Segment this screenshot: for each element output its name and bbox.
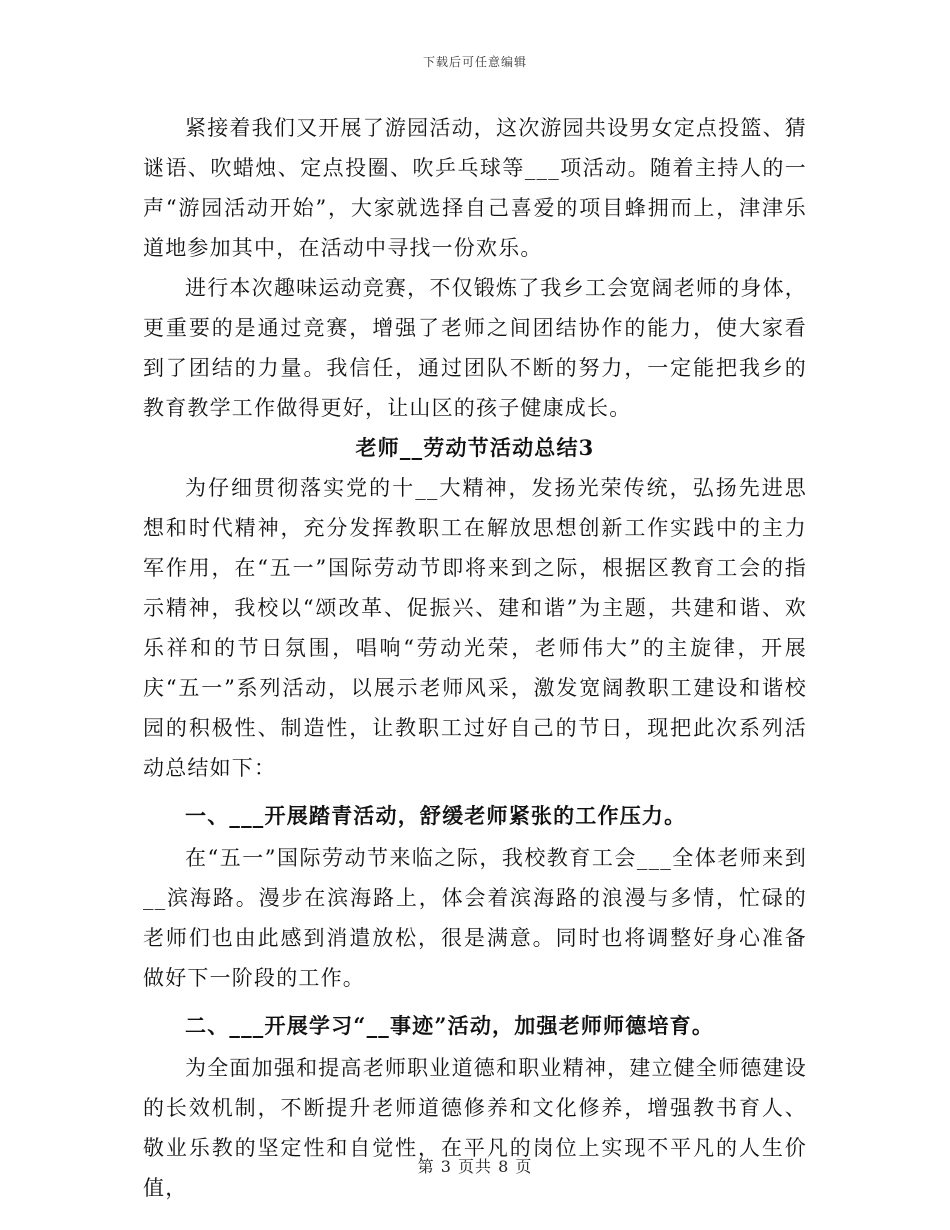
heading-outing-activity: 一、___开展踏青活动，舒缓老师紧张的工作压力。 (185, 803, 687, 828)
paragraph-ethics-details: 为全面加强和提高老师职业道德和职业精神，建立健全师德建设的长效机制，不断提升老师道德修养和文化修养，增强教书育人、敬业乐教的坚定性和自觉性，在平凡的岗位上实现不平凡的人生价值， (143, 1056, 807, 1200)
document-body (143, 108, 807, 1208)
heading-study-activity: 二、___开展学习“__事迹”活动，加强老师师德培育。 (185, 1013, 715, 1038)
page-header-note: 下载后可任意编辑 (422, 55, 527, 69)
paragraph-outing-details: 在“五一”国际劳动节来临之际，我校教育工会___全体老师来到__滨海路。漫步在滨海路上，体会着滨海路的浪漫与多情，忙碌的老师们也由此感到消遣放松，很是满意。同时也将调整好身心准备做好下一阶段的工作。 (143, 846, 807, 990)
section-title: 老师__劳动节活动总结3 (355, 435, 595, 460)
paragraph-introduction: 为仔细贯彻落实党的十__大精神，发扬光荣传统，弘扬先进思想和时代精神，充分发挥教职工在解放思想创新工作实践中的主力军作用，在“五一”国际劳动节即将来到之际，根据区教育工会的指示精神，我校以“颂改革、促振兴、建和谐”为主题，共建和谐、欢乐祥和的节日氛围，唱响“劳动光荣，老师伟大”的主旋律，开展庆“五一”系列活动，以展示老师风采，激发宽阔教职工建设和谐校园的积极性、制造性，让教职工过好自己的节日，现把此次系列活动总结如下： (143, 476, 807, 780)
paragraph-garden-activity: 紧接着我们又开展了游园活动，这次游园共设男女定点投篮、猜谜语、吹蜡烛、定点投圈、吹乒乓球等___项活动。随着主持人的一声“游园活动开始”，大家就选择自己喜爱的项目蜂拥而上，津津乐道地参加其中，在活动中寻找一份欢乐。 (143, 116, 807, 260)
paragraph-competition-summary: 进行本次趣味运动竞赛，不仅锻炼了我乡工会宽阔老师的身体，更重要的是通过竞赛，增强了老师之间团结协作的能力，使大家看到了团结的力量。我信任，通过团队不断的努力，一定能把我乡的教育教学工作做得更好，让山区的孩子健康成长。 (143, 276, 807, 420)
page-number-footer: 第 3 页共 8 页 (417, 1157, 533, 1176)
